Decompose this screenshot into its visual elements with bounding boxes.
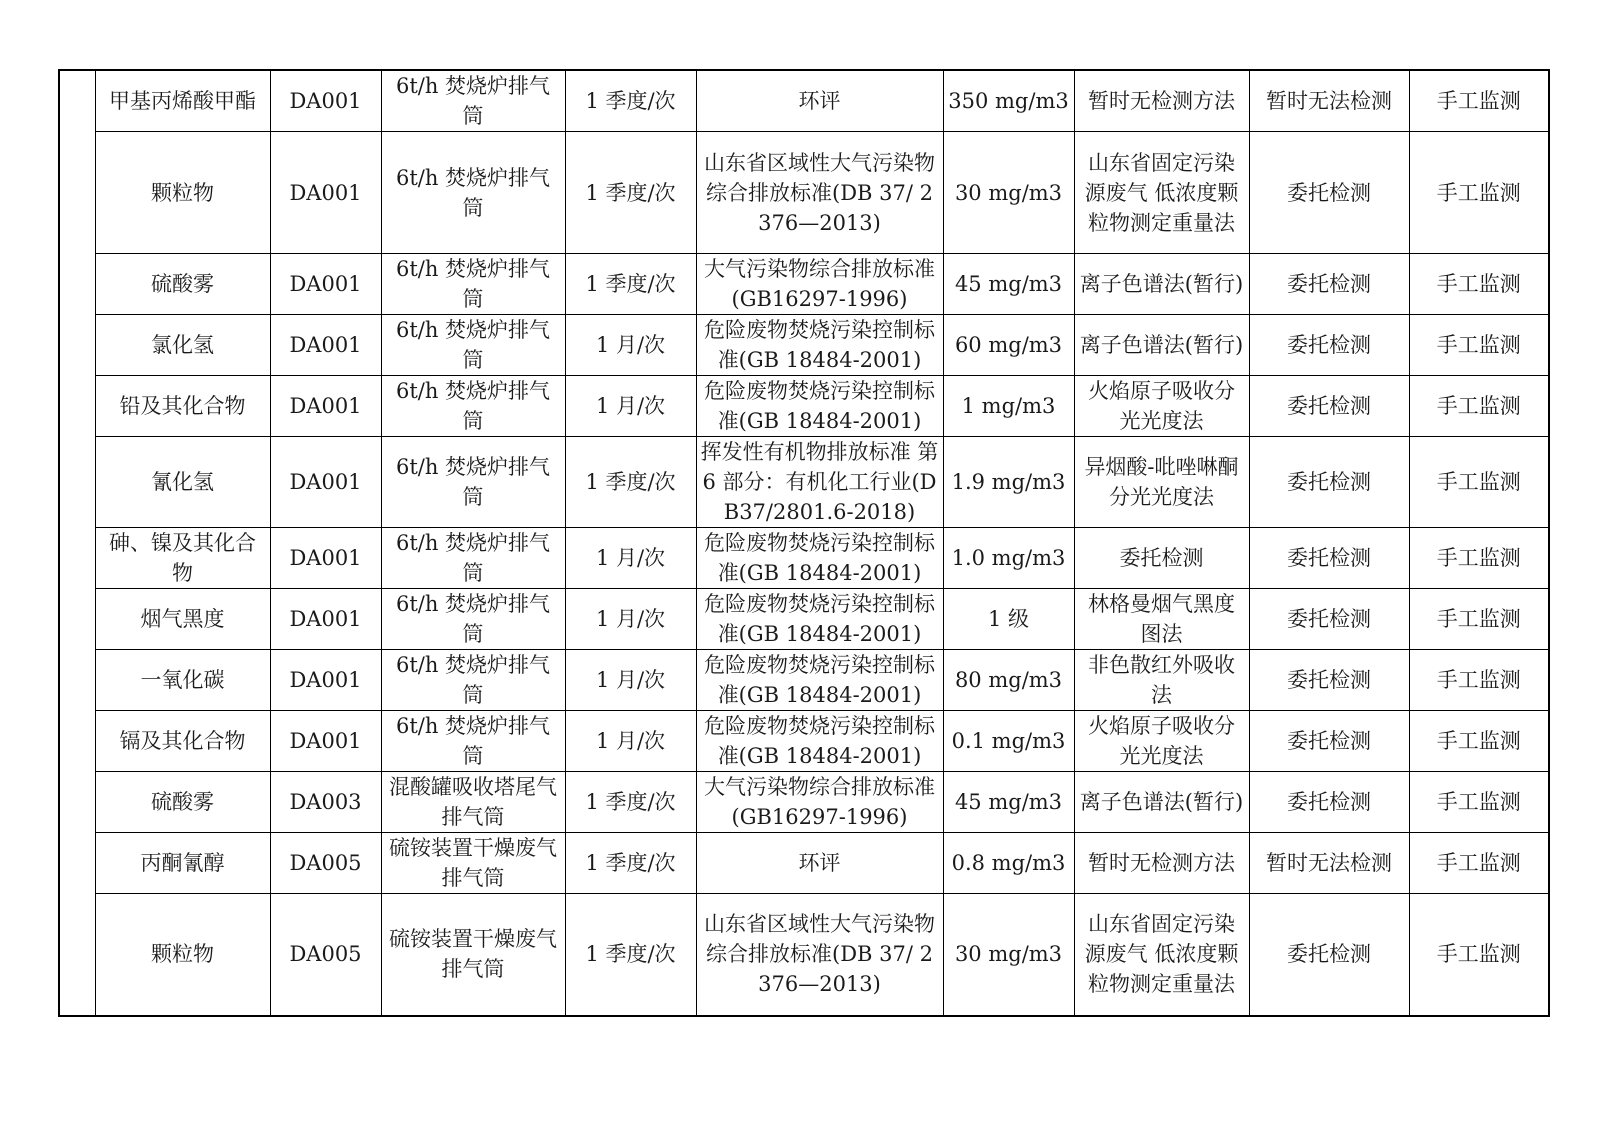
cell-method: 暂时无检测方法 (1074, 70, 1249, 132)
cell-outlet-id: DA001 (270, 528, 381, 589)
cell-frequency: 1 季度/次 (565, 772, 696, 833)
cell-limit: 1.0 mg/m3 (943, 528, 1074, 589)
cell-frequency: 1 季度/次 (565, 894, 696, 1016)
cell-outlet-name: 6t/h 焚烧炉排气筒 (381, 589, 565, 650)
cell-standard: 山东省区域性大气污染物综合排放标准(DB 37/ 2376—2013) (696, 894, 943, 1016)
cell-outlet-id: DA001 (270, 254, 381, 315)
cell-mode: 委托检测 (1249, 772, 1409, 833)
table-row (59, 437, 1549, 528)
cell-type: 手工监测 (1409, 254, 1549, 315)
cell-pollutant: 硫酸雾 (95, 254, 270, 315)
cell-outlet-name: 6t/h 焚烧炉排气筒 (381, 254, 565, 315)
cell-type: 手工监测 (1409, 711, 1549, 772)
cell-type: 手工监测 (1409, 833, 1549, 894)
table-row (59, 254, 1549, 315)
cell-pollutant: 丙酮氰醇 (95, 833, 270, 894)
cell-pollutant: 氰化氢 (95, 437, 270, 528)
cell-frequency: 1 月/次 (565, 315, 696, 376)
cell-outlet-id: DA001 (270, 589, 381, 650)
cell-standard: 大气污染物综合排放标准(GB16297-1996) (696, 772, 943, 833)
cell-frequency: 1 月/次 (565, 376, 696, 437)
cell-type: 手工监测 (1409, 650, 1549, 711)
cell-pollutant: 烟气黑度 (95, 589, 270, 650)
cell-method: 非色散红外吸收法 (1074, 650, 1249, 711)
monitoring-table (58, 69, 1550, 1017)
cell-limit: 45 mg/m3 (943, 254, 1074, 315)
cell-outlet-id: DA001 (270, 711, 381, 772)
cell-type: 手工监测 (1409, 894, 1549, 1016)
cell-mode: 委托检测 (1249, 315, 1409, 376)
cell-pollutant: 氯化氢 (95, 315, 270, 376)
cell-frequency: 1 季度/次 (565, 70, 696, 132)
table-row (59, 315, 1549, 376)
cell-outlet-id: DA001 (270, 437, 381, 528)
cell-mode: 委托检测 (1249, 650, 1409, 711)
cell-standard: 环评 (696, 833, 943, 894)
cell-mode: 委托检测 (1249, 589, 1409, 650)
cell-method: 暂时无检测方法 (1074, 833, 1249, 894)
cell-mode: 暂时无法检测 (1249, 833, 1409, 894)
table-body (59, 70, 1549, 1016)
cell-limit: 1 mg/m3 (943, 376, 1074, 437)
cell-limit: 1.9 mg/m3 (943, 437, 1074, 528)
cell-mode: 委托检测 (1249, 376, 1409, 437)
cell-outlet-name: 6t/h 焚烧炉排气筒 (381, 528, 565, 589)
cell-method: 林格曼烟气黑度图法 (1074, 589, 1249, 650)
table-row (59, 894, 1549, 1016)
cell-standard: 危险废物焚烧污染控制标准(GB 18484-2001) (696, 528, 943, 589)
cell-outlet-name: 6t/h 焚烧炉排气筒 (381, 711, 565, 772)
table-row (59, 833, 1549, 894)
cell-outlet-id: DA003 (270, 772, 381, 833)
cell-limit: 80 mg/m3 (943, 650, 1074, 711)
cell-method: 火焰原子吸收分光光度法 (1074, 711, 1249, 772)
cell-method: 山东省固定污染源废气 低浓度颗粒物测定重量法 (1074, 894, 1249, 1016)
table-row (59, 711, 1549, 772)
cell-outlet-name: 6t/h 焚烧炉排气筒 (381, 376, 565, 437)
cell-type: 手工监测 (1409, 589, 1549, 650)
cell-limit: 1 级 (943, 589, 1074, 650)
cell-outlet-id: DA001 (270, 650, 381, 711)
cell-outlet-name: 6t/h 焚烧炉排气筒 (381, 70, 565, 132)
cell-type: 手工监测 (1409, 70, 1549, 132)
cell-type: 手工监测 (1409, 437, 1549, 528)
cell-limit: 0.1 mg/m3 (943, 711, 1074, 772)
cell-standard: 危险废物焚烧污染控制标准(GB 18484-2001) (696, 315, 943, 376)
cell-outlet-id: DA005 (270, 894, 381, 1016)
cell-method: 离子色谱法(暂行) (1074, 772, 1249, 833)
cell-frequency: 1 月/次 (565, 650, 696, 711)
cell-pollutant: 甲基丙烯酸甲酯 (95, 70, 270, 132)
cell-limit: 0.8 mg/m3 (943, 833, 1074, 894)
table-row (59, 589, 1549, 650)
cell-mode: 委托检测 (1249, 528, 1409, 589)
cell-type: 手工监测 (1409, 376, 1549, 437)
cell-mode: 委托检测 (1249, 894, 1409, 1016)
cell-method: 离子色谱法(暂行) (1074, 315, 1249, 376)
table-row (59, 376, 1549, 437)
cell-outlet-name: 6t/h 焚烧炉排气筒 (381, 315, 565, 376)
cell-standard: 环评 (696, 70, 943, 132)
cell-limit: 30 mg/m3 (943, 132, 1074, 254)
cell-frequency: 1 月/次 (565, 528, 696, 589)
cell-outlet-id: DA005 (270, 833, 381, 894)
cell-mode: 暂时无法检测 (1249, 70, 1409, 132)
cell-frequency: 1 季度/次 (565, 833, 696, 894)
cell-limit: 350 mg/m3 (943, 70, 1074, 132)
cell-type: 手工监测 (1409, 132, 1549, 254)
cell-frequency: 1 月/次 (565, 711, 696, 772)
cell-mode: 委托检测 (1249, 254, 1409, 315)
cell-standard: 挥发性有机物排放标准 第 6 部分：有机化工行业(DB37/2801.6-2018) (696, 437, 943, 528)
cell-method: 山东省固定污染源废气 低浓度颗粒物测定重量法 (1074, 132, 1249, 254)
cell-limit: 30 mg/m3 (943, 894, 1074, 1016)
cell-standard: 危险废物焚烧污染控制标准(GB 18484-2001) (696, 711, 943, 772)
cell-outlet-id: DA001 (270, 376, 381, 437)
cell-mode: 委托检测 (1249, 132, 1409, 254)
cell-outlet-name: 混酸罐吸收塔尾气排气筒 (381, 772, 565, 833)
cell-pollutant: 镉及其化合物 (95, 711, 270, 772)
cell-mode: 委托检测 (1249, 437, 1409, 528)
cell-method: 离子色谱法(暂行) (1074, 254, 1249, 315)
cell-standard: 危险废物焚烧污染控制标准(GB 18484-2001) (696, 376, 943, 437)
table-row (59, 772, 1549, 833)
cell-pollutant: 铅及其化合物 (95, 376, 270, 437)
cell-outlet-name: 6t/h 焚烧炉排气筒 (381, 650, 565, 711)
table-row (59, 650, 1549, 711)
merged-category-cell (59, 70, 95, 1016)
cell-standard: 危险废物焚烧污染控制标准(GB 18484-2001) (696, 589, 943, 650)
cell-standard: 大气污染物综合排放标准(GB16297-1996) (696, 254, 943, 315)
cell-pollutant: 砷、镍及其化合物 (95, 528, 270, 589)
table-row (59, 132, 1549, 254)
cell-outlet-name: 6t/h 焚烧炉排气筒 (381, 132, 565, 254)
cell-frequency: 1 季度/次 (565, 132, 696, 254)
table-row (59, 70, 1549, 132)
cell-pollutant: 硫酸雾 (95, 772, 270, 833)
cell-frequency: 1 季度/次 (565, 254, 696, 315)
cell-pollutant: 颗粒物 (95, 132, 270, 254)
cell-method: 异烟酸-吡唑啉酮分光光度法 (1074, 437, 1249, 528)
cell-pollutant: 一氧化碳 (95, 650, 270, 711)
cell-limit: 60 mg/m3 (943, 315, 1074, 376)
cell-method: 委托检测 (1074, 528, 1249, 589)
cell-frequency: 1 季度/次 (565, 437, 696, 528)
cell-outlet-name: 硫铵装置干燥废气排气筒 (381, 833, 565, 894)
cell-outlet-id: DA001 (270, 132, 381, 254)
cell-pollutant: 颗粒物 (95, 894, 270, 1016)
cell-type: 手工监测 (1409, 315, 1549, 376)
cell-outlet-id: DA001 (270, 315, 381, 376)
cell-method: 火焰原子吸收分光光度法 (1074, 376, 1249, 437)
table-row (59, 528, 1549, 589)
cell-outlet-name: 硫铵装置干燥废气排气筒 (381, 894, 565, 1016)
cell-limit: 45 mg/m3 (943, 772, 1074, 833)
cell-type: 手工监测 (1409, 772, 1549, 833)
cell-standard: 山东省区域性大气污染物综合排放标准(DB 37/ 2376—2013) (696, 132, 943, 254)
cell-outlet-name: 6t/h 焚烧炉排气筒 (381, 437, 565, 528)
cell-type: 手工监测 (1409, 528, 1549, 589)
cell-mode: 委托检测 (1249, 711, 1409, 772)
cell-frequency: 1 月/次 (565, 589, 696, 650)
cell-standard: 危险废物焚烧污染控制标准(GB 18484-2001) (696, 650, 943, 711)
cell-outlet-id: DA001 (270, 70, 381, 132)
